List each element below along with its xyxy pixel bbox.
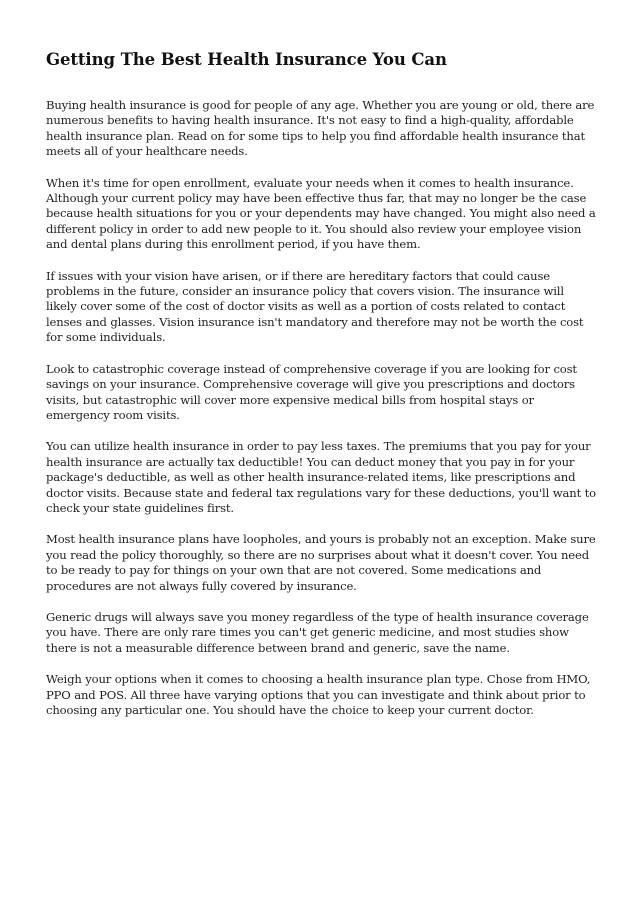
paragraph-6: Most health insurance plans have loopholes, and yours is probably not an exception. Make sure you read the policy thoroughly, so there are no surprises about what it doesn't cover. You need to be ready to pay for things on your own that are not covered. Some medications and procedures are not always fully covered by insurance. — [46, 532, 596, 593]
paragraph-2: When it's time for open enrollment, evaluate your needs when it comes to health insurance. Although your current policy may have been effective thus far, that may no longer be the case because health situations for you or your dependents may have changed. You might also need a different policy in order to add new people to it. You should also review your employee vision and dental plans during this enrollment period, if you have them. — [46, 175, 596, 252]
document-title: Getting The Best Health Insurance You Can — [46, 50, 447, 69]
paragraph-5: You can utilize health insurance in order to pay less taxes. The premiums that you pay for your health insurance are actually tax deductible! You can deduct money that you pay in for your package's deductible, as well as other health insurance-related items, like prescriptions and doctor visits. Because state and federal tax regulations vary for these deductions, you'll want to check your state guidelines first. — [46, 439, 596, 515]
paragraph-3: If issues with your vision have arisen, or if there are hereditary factors that could cause problems in the future, consider an insurance policy that covers vision. The insurance will likely cover some of the cost of doctor visits as well as a portion of costs related to contact lenses and glasses. Vision insurance isn't mandatory and therefore may not be worth the cost for some individuals. — [46, 268, 584, 345]
paragraph-7: Generic drugs will always save you money regardless of the type of health insurance coverage you have. There are only rare times you can't get generic medicine, and most studies show there is not a measurable difference between brand and generic, save the name. — [46, 609, 589, 655]
document-page — [46, 49, 596, 734]
paragraph-4: Look to catastrophic coverage instead of comprehensive coverage if you are looking for cost savings on your insurance. Comprehensive coverage will give you prescriptions and doctors visits, but catastrophic will cover more expensive medical bills from hospital stays or emergency room visits. — [46, 361, 577, 422]
paragraph-8: Weigh your options when it comes to choosing a health insurance plan type. Chose from HMO, PPO and POS. All three have varying options that you can investigate and think about prior to choosing any particular one. You should have the choice to keep your current doctor. — [46, 672, 591, 717]
paragraph-1: Buying health insurance is good for people of any age. Whether you are young or old, there are numerous benefits to having health insurance. It's not easy to find a high-quality, affordable health insurance plan. Read on for some tips to help you find affordable health insurance that meets all of your healthcare needs. — [46, 98, 595, 159]
